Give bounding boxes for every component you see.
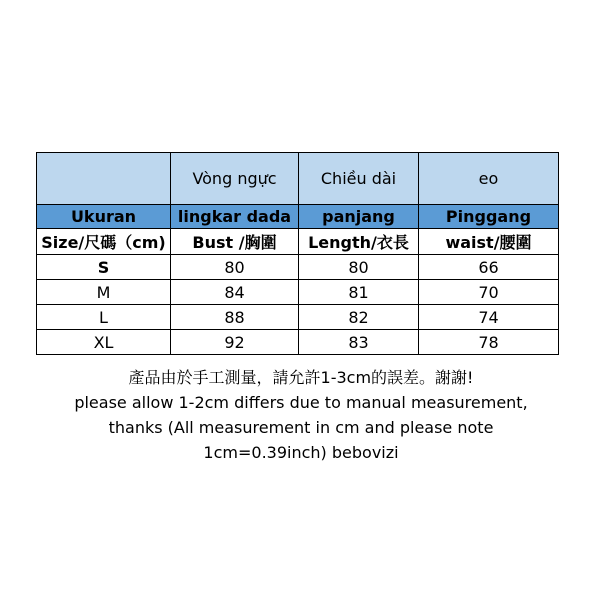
size-chart-table	[36, 152, 559, 355]
header-waist-label: waist/腰圍	[419, 229, 559, 255]
header-empty-cell	[37, 153, 171, 205]
waist-cell: 74	[419, 305, 559, 330]
table-row	[37, 305, 559, 330]
bust-cell: 88	[171, 305, 299, 330]
header-length-indonesian: panjang	[299, 205, 419, 229]
header-waist-indonesian: Pinggang	[419, 205, 559, 229]
table-row	[37, 255, 559, 280]
measurement-notes	[0, 365, 602, 465]
size-cell: M	[37, 280, 171, 305]
size-cell: S	[37, 255, 171, 280]
size-cell: L	[37, 305, 171, 330]
waist-cell: 66	[419, 255, 559, 280]
header-size-indonesian: Ukuran	[37, 205, 171, 229]
header-length-vietnamese: Chiều dài	[299, 153, 419, 205]
table-row	[37, 330, 559, 355]
bust-cell: 84	[171, 280, 299, 305]
waist-cell: 78	[419, 330, 559, 355]
header-bust-indonesian: lingkar dada	[171, 205, 299, 229]
bust-cell: 80	[171, 255, 299, 280]
header-row-indonesian	[37, 205, 559, 229]
header-row-labels	[37, 229, 559, 255]
length-cell: 82	[299, 305, 419, 330]
note-english-line-3: 1cm=0.39inch) bebovizi	[203, 443, 399, 462]
header-waist-vietnamese: eo	[419, 153, 559, 205]
size-cell: XL	[37, 330, 171, 355]
note-english-line-1: please allow 1-2cm differs due to manual measurement,	[74, 393, 528, 412]
note-chinese: 產品由於手工測量，請允許1-3cm的誤差。謝謝!	[128, 368, 474, 387]
header-length-label: Length/衣長	[299, 229, 419, 255]
header-size-label: Size/尺碼（cm)	[37, 229, 171, 255]
table-row	[37, 280, 559, 305]
waist-cell: 70	[419, 280, 559, 305]
bust-cell: 92	[171, 330, 299, 355]
note-english-line-2: thanks (All measurement in cm and please note	[108, 418, 494, 437]
header-row-vietnamese	[37, 153, 559, 205]
header-bust-vietnamese: Vòng ngực	[171, 153, 299, 205]
header-bust-label: Bust /胸圍	[171, 229, 299, 255]
length-cell: 83	[299, 330, 419, 355]
length-cell: 81	[299, 280, 419, 305]
length-cell: 80	[299, 255, 419, 280]
